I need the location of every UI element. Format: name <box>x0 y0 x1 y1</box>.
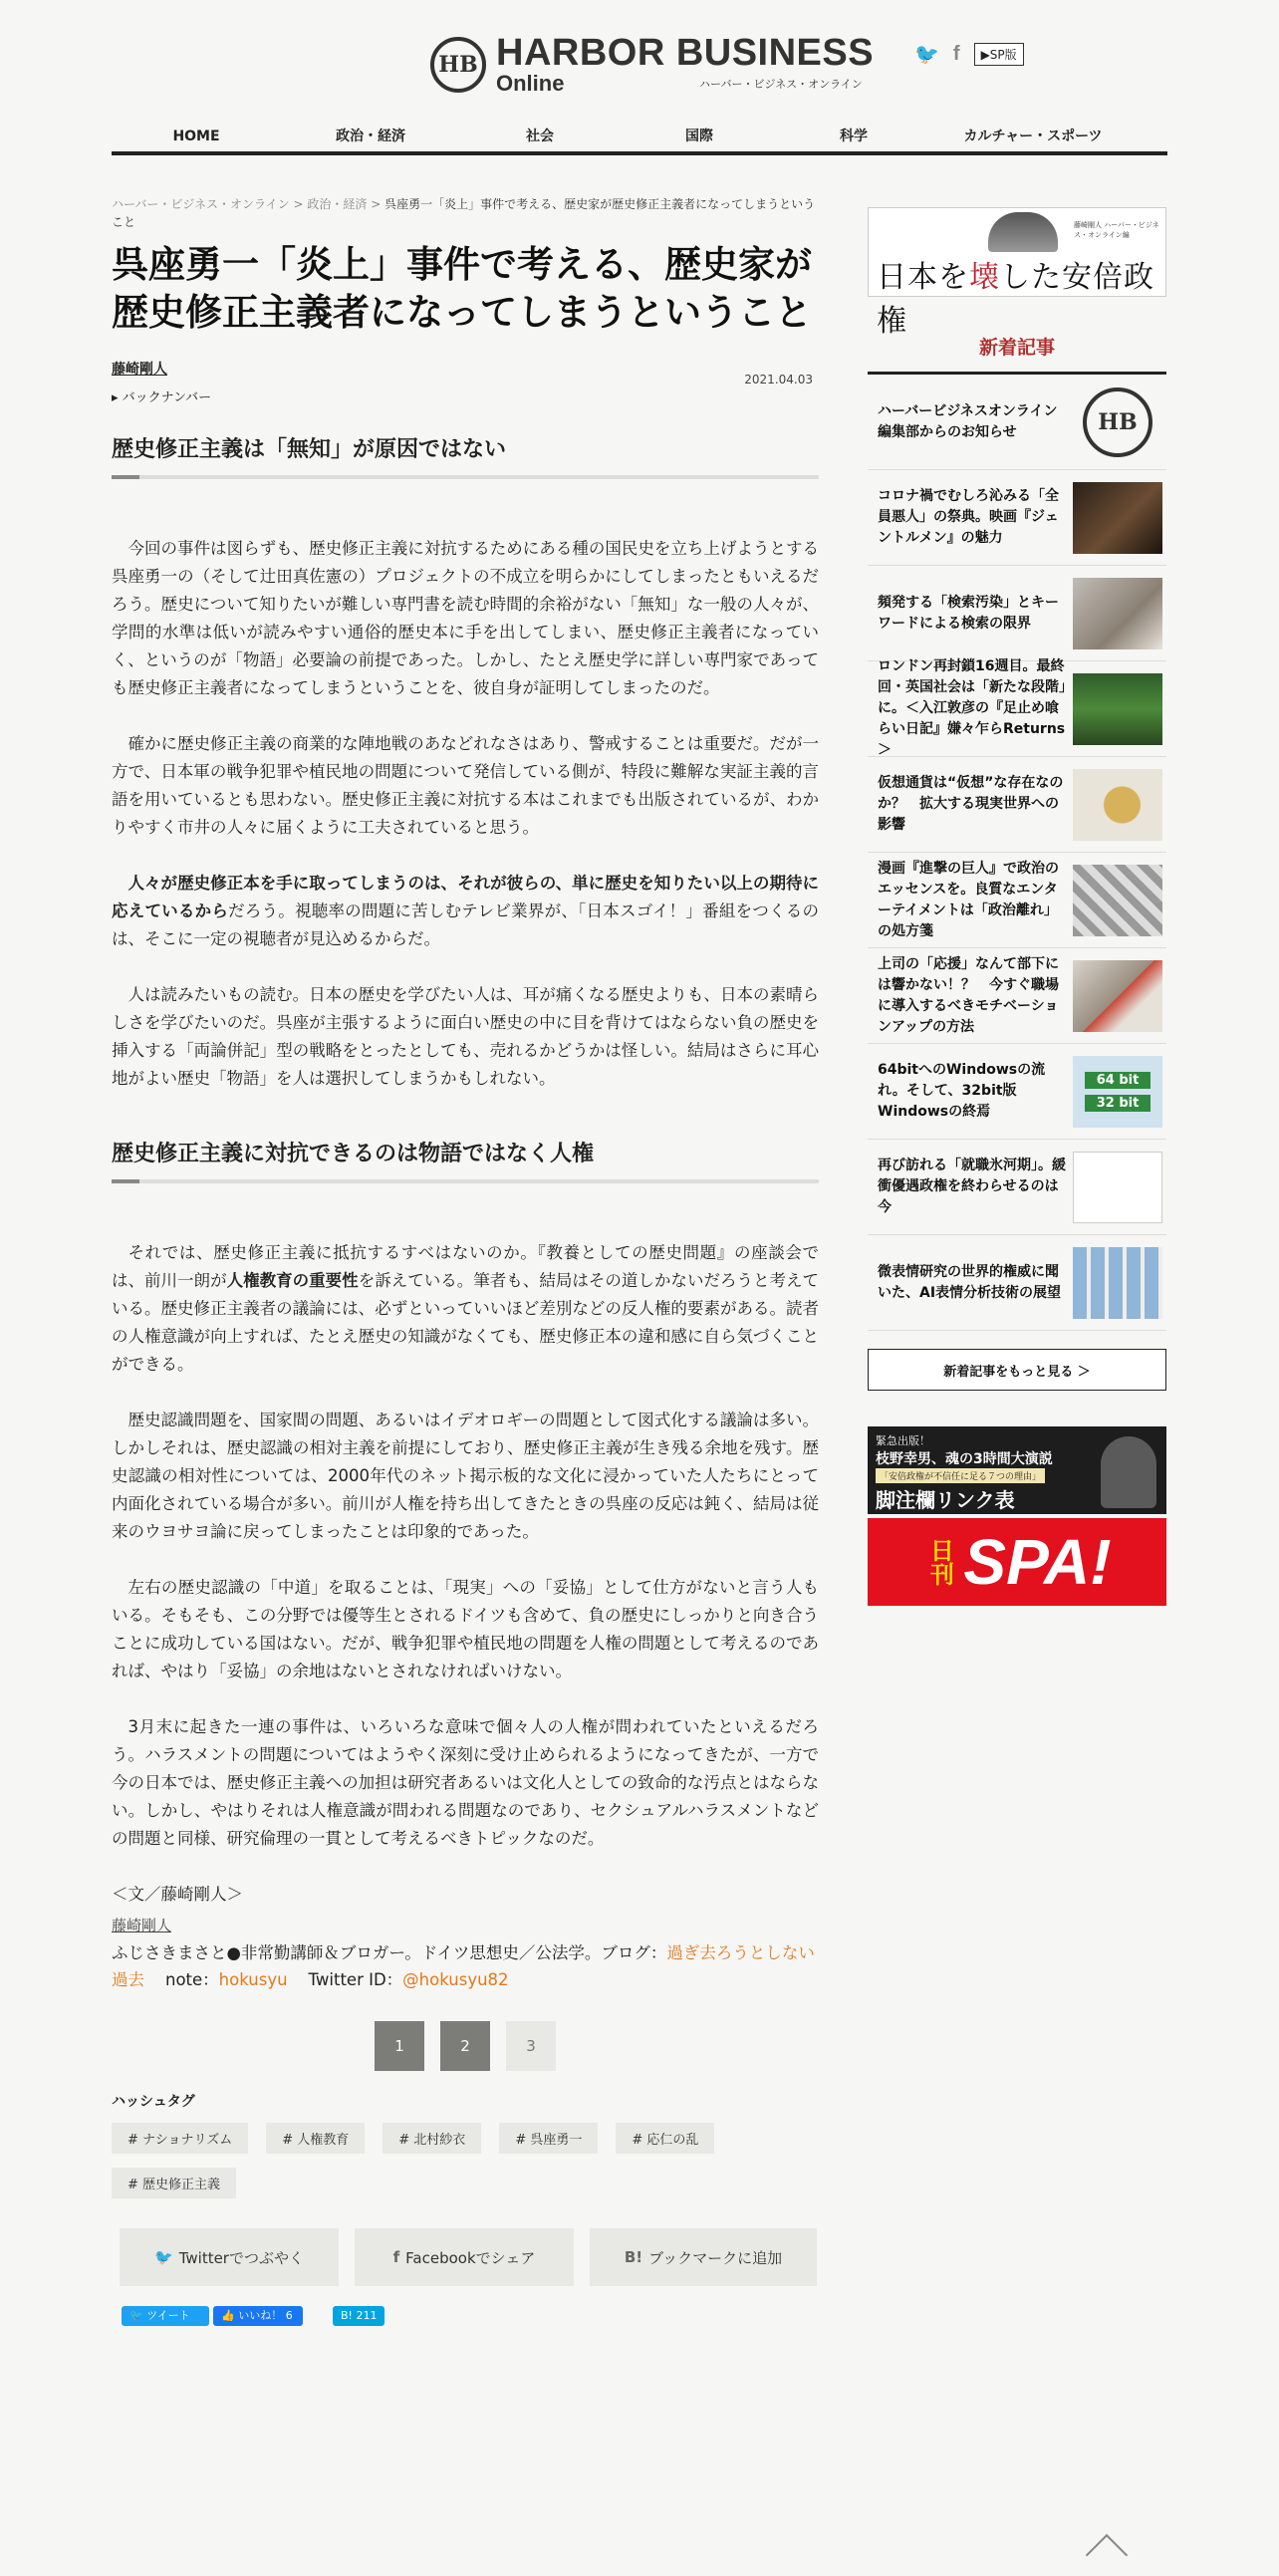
publish-date: 2021.04.03 <box>744 373 813 386</box>
paragraph-6: 歴史認識問題を、国家間の問題、あるいはイデオロギーの問題として図式化する議論は多い。しかしそれは、歴史認識の相対主義を前提にしており、歴史修正主義が生き残る余地を残す。歴史認識の相対性については、2000年代のネット掲示板的な文化に浸かっていた人たちにとって内面化されている場合が多い。前川が人権を持ち出してきたときの呉座の反応は鈍く、結局は従来のウヨサヨ論に戻ってしまったことは印象的であった。 <box>112 1411 819 1541</box>
paragraph-4: 人は読みたいもの読む。日本の歴史を学びたい人は、耳が痛くなる歴史よりも、日本の素晴らしさを学びたいのだ。呉座が主張するように面白い歴史の中に目を背けてはならない負の歴史を挿入する「両論併記」型の戦略をとったとしても、売れるかどうかは怪しい。結局はさらに耳心地がよい歴史「物語」を人は選択してしまうかもしれない。 <box>112 985 819 1088</box>
paragraph-3 <box>112 870 819 953</box>
news-title: 仮想通貨は“仮想”な存在なのか？ 拡大する現実世界への影響 <box>878 775 1064 833</box>
hb-logo-icon: HB <box>1083 387 1152 457</box>
banner-small-text: 藤崎剛人 ハーバー・ビジネス・オンライン編 <box>1074 221 1159 239</box>
bio-text: ふじさきまさと●非常勤講師＆ブロガー。ドイツ思想史／公法学。ブログ： <box>112 1943 667 1962</box>
hashtag-item[interactable]: # 応仁の乱 <box>616 2123 714 2154</box>
header-social <box>914 42 1024 66</box>
nav-international[interactable]: 国際 <box>685 129 713 144</box>
logo-main-text: HARBOR BUSINESS <box>496 32 875 74</box>
hashtag-item[interactable]: # 歴史修正主義 <box>112 2168 236 2198</box>
hatena-count: 211 <box>356 2309 378 2322</box>
banner-ed-portrait <box>1101 1436 1156 1508</box>
mini-share-row <box>122 2306 819 2326</box>
more-new-articles-button[interactable]: 新着記事をもっと見る ＞ <box>868 1349 1166 1391</box>
news-title: 再び訪れる「就職氷河期」。緩衝優遇政権を終わらせるのは今 <box>878 1158 1066 1215</box>
twitter-share-button[interactable] <box>120 2228 339 2286</box>
list-item[interactable] <box>868 1044 1166 1140</box>
list-item[interactable] <box>868 1140 1166 1235</box>
hashtag-item[interactable]: # 北村紗衣 <box>383 2123 481 2154</box>
banner-figure <box>988 212 1058 252</box>
facebook-share-label: Facebookでシェア <box>405 2248 536 2267</box>
thumb-64bit <box>1073 1056 1162 1128</box>
book-banner-abe[interactable] <box>868 207 1166 339</box>
spa-logo-text: SPA! <box>963 1526 1112 1598</box>
logo-mark: HB <box>430 37 486 93</box>
list-item[interactable] <box>868 948 1166 1044</box>
breadcrumb <box>112 195 819 231</box>
nav-politics[interactable]: 政治・経済 <box>336 129 405 144</box>
paragraph-5-b: を訴えている。筆者も、結局はその道しかないだろうと考えている。歴史修正主義者の議論には、必ずといっていいほど差別などの反人権的要素がある。読者の人権意識が向上すれば、たとえ歴史の知識がなくても、歴史修正本の違和感に自ら気づくことができる。 <box>112 1271 820 1374</box>
nav-home[interactable]: HOME <box>172 129 220 144</box>
sign-64bit: 64 bit <box>1085 1072 1151 1089</box>
author-bio <box>112 1913 819 1993</box>
paragraph-8: 3月末に起きた一連の事件は、いろいろな意味で個々人の人権が問われていたといえるだろう。ハラスメントの問題についてはようやく深刻に受け止められるようになってきたが、一方で今の日本では、歴史修正主義への加担は研究者あるいは文化人としての致命的な汚点とはならない。しかし、やはりそれは人権意識が問われる問題なのであり、セクシュアルハラスメントなどの問題と同様、研究倫理の一貫として考えるべきトピックなのだ。 <box>112 1717 819 1848</box>
nav-society[interactable]: 社会 <box>526 129 554 144</box>
like-mini-button[interactable] <box>213 2306 303 2326</box>
article-meta <box>112 359 819 405</box>
facebook-share-button[interactable] <box>355 2228 574 2286</box>
twitter-icon[interactable]: 🐦 <box>914 42 939 66</box>
list-item[interactable] <box>868 853 1166 948</box>
paragraph-5-emphasis: 人権教育の重要性 <box>226 1271 359 1290</box>
thumb-movie <box>1073 482 1162 554</box>
hashtag-list <box>112 2123 809 2198</box>
section-heading-2: 歴史修正主義に対抗できるのは物語ではなく人権 <box>112 1137 819 1183</box>
hatena-icon: B! <box>341 2309 357 2322</box>
share-buttons <box>120 2228 819 2286</box>
hatena-mini-button[interactable] <box>333 2306 384 2326</box>
sp-version-button[interactable]: ▶SP版 <box>974 43 1024 66</box>
twitter-icon: 🐦 <box>154 2248 173 2266</box>
nikkan-spa-banner[interactable] <box>868 1518 1166 1606</box>
thumb-search <box>1073 578 1162 649</box>
thumb-crypto <box>1073 769 1162 841</box>
hashtag-item[interactable]: # ナショナリズム <box>112 2123 248 2154</box>
news-title: ハーバービジネスオンライン編集部からのお知らせ <box>878 402 1058 440</box>
facebook-icon[interactable]: f <box>952 42 960 65</box>
bio-twitter-link[interactable]: @hokusyu82 <box>402 1970 509 1989</box>
author-link[interactable]: 藤崎剛人 <box>112 362 167 378</box>
news-title: コロナ禍でむしろ沁みる「全員悪人」の祭典。映画『ジェントルメン』の魅力 <box>878 488 1059 546</box>
list-item[interactable] <box>868 757 1166 853</box>
article-main <box>112 195 819 2326</box>
hatena-share-label: ブックマークに追加 <box>648 2248 783 2267</box>
banner-ed-line2: 枝野幸男、魂の3時間大演説 <box>876 1451 1053 1467</box>
back-to-top-icon[interactable] <box>1086 2534 1128 2576</box>
breadcrumb-home[interactable]: ハーバー・ビジネス・オンライン <box>112 197 290 211</box>
hatena-icon: B! <box>624 2248 643 2266</box>
section-heading-1: 歴史修正主義は「無知」が原因ではない <box>112 432 819 479</box>
paragraph-3-rest: だろう。視聴率の問題に苦しむテレビ業界が、「日本スゴイ！」番組をつくるのは、そこに一定の視聴者が見込めるからだ。 <box>112 902 819 948</box>
paragraph-1: 今回の事件は図らずも、歴史修正主義に対抗するためにある種の国民史を立ち上げようとする呉座勇一の（そして辻田真佐憲の）プロジェクトの不成立を明らかにしてしまったともいえるだろう。歴史について知りたいが難しい専門書を読む時間的余裕がない「無知」な一般の人々が、学問的水準は低いが読みやすい通俗的歴史本に手を出してしまい、歴史修正主義者になっていく、というのが「物語」必要論の前提であった。しかし、たとえ歴史学に詳しい専門家であっても歴史修正主義者になってしまうということを、彼自身が証明してしまったのだ。 <box>112 539 820 697</box>
article-title: 呉座勇一「炎上」事件で考える、歴史家が歴史修正主義者になってしまうということ <box>112 243 812 334</box>
thumb-manga <box>1073 865 1162 936</box>
bio-note-link[interactable]: hokusyu <box>218 1970 288 1989</box>
list-item[interactable] <box>868 566 1166 661</box>
like-mini-label: いいね！ 6 <box>238 2309 293 2322</box>
banner-ed-line3: 「安倍政権が不信任に足る７つの理由」 <box>876 1468 1045 1483</box>
article-signature: ＜文／藤崎剛人＞ <box>112 1885 243 1904</box>
banner-ed-line1: 緊急出版！ <box>876 1434 930 1447</box>
new-articles-heading: 新着記事 <box>868 333 1166 375</box>
hashtag-item[interactable]: # 人権教育 <box>266 2123 365 2154</box>
news-title: 64bitへのWindowsの流れ。そして、32bit版Windowsの終焉 <box>878 1062 1046 1120</box>
list-item[interactable] <box>868 470 1166 566</box>
logo-sub-text: Online <box>496 71 565 96</box>
paragraph-3-emphasis: 人々が歴史修正本を手に取ってしまうのは、それが彼らの、単に歴史を知りたい以上の期待に応えているから <box>112 874 819 920</box>
list-item[interactable] <box>868 1235 1166 1331</box>
nav-science[interactable]: 科学 <box>840 129 868 144</box>
pagination <box>112 2021 819 2071</box>
logo-japanese: ハーバー・ビジネス・オンライン <box>699 78 863 91</box>
thumb-faces <box>1073 1247 1162 1319</box>
tweet-mini-button[interactable] <box>122 2306 209 2326</box>
breadcrumb-sep: > <box>367 197 385 211</box>
bio-name-link[interactable]: 藤崎剛人 <box>112 1917 172 1934</box>
twitter-share-label: Twitterでつぶやく <box>178 2248 304 2267</box>
tweet-mini-label: ツイート <box>146 2309 190 2322</box>
twitter-icon: 🐦 <box>129 2309 147 2322</box>
back-number-link[interactable]: ▸ バックナンバー <box>112 390 212 405</box>
page-1-button[interactable]: 1 <box>375 2021 424 2071</box>
hashtag-item[interactable]: # 呉座勇一 <box>499 2123 598 2154</box>
paragraph-2: 確かに歴史修正主義の商業的な陣地戦のあなどれなさはあり、警戒することは重要だ。だが一方で、日本軍の戦争犯罪や植民地の問題について発信している側が、特段に難解な実証主義的言語を用いているとも思わない。歴史修正主義に対抗する本はこれまでも出版されているが、わかりやすく市井の人々に届くように工夫されていると思う。 <box>112 734 819 837</box>
list-item[interactable] <box>868 658 1166 758</box>
hatena-bookmark-button[interactable] <box>590 2228 817 2286</box>
thumbs-up-icon: 👍 <box>221 2309 239 2322</box>
paragraph-5 <box>112 1239 819 1379</box>
news-title: 上司の「応援」なんて部下には響かない！？ 今すぐ職場に導入するべきモチベーションアップの方法 <box>878 955 1059 1035</box>
thumb-employment <box>1073 1152 1162 1223</box>
nav-culture[interactable]: カルチャー・スポーツ <box>963 129 1103 144</box>
breadcrumb-category[interactable]: 政治・経済 <box>307 197 368 211</box>
thumb-london <box>1073 673 1162 745</box>
banner-title-emphasis: 壊 <box>969 260 1000 295</box>
thumb-office <box>1073 960 1162 1032</box>
banner-ed-line4: 脚注欄リンク表 <box>876 1488 1015 1512</box>
sign-32bit: 32 bit <box>1085 1095 1151 1112</box>
breadcrumb-current: 呉座勇一「炎上」事件で考える、歴史家が歴史修正主義者になってしまうということ <box>112 197 816 229</box>
spa-nikkan-text: 日刊 <box>925 1538 954 1586</box>
sidebar <box>868 207 1166 1606</box>
bio-twitter-label: Twitter ID： <box>308 1970 403 1989</box>
news-title: ロンドン再封鎖16週目。最終回・英国社会は「新たな段階」に。＜入江敦彦の『足止め喰らい日記』嫌々乍らReturns＞ <box>878 658 1066 758</box>
paragraph-5-a: それでは、歴史修正主義に抵抗するすべはないのか。『教養としての歴史問題』の座談会では、前川一朗が <box>112 1243 819 1290</box>
page-3-button[interactable]: 3 <box>506 2021 556 2071</box>
banner-title: 日本を壊した安倍政権 <box>877 260 1154 339</box>
bio-blog-link[interactable]: 過ぎ去ろうとしない過去 <box>112 1943 815 1989</box>
thumb-hb-logo <box>1073 386 1162 458</box>
new-articles-list <box>868 375 1166 1331</box>
list-item[interactable] <box>868 375 1166 470</box>
page-2-button[interactable]: 2 <box>440 2021 490 2071</box>
breadcrumb-sep: > <box>289 197 308 211</box>
global-nav <box>112 118 1167 155</box>
news-title: 微表情研究の世界的権威に聞いた、AI表情分析技術の展望 <box>878 1263 1062 1301</box>
book-banner-edano[interactable] <box>868 1426 1166 1514</box>
hashtags-title: ハッシュタグ <box>112 2094 195 2110</box>
news-title: 漫画『進撃の巨人』で政治のエッセンスを。良質なエンターテイメントは「政治離れ」の処方箋 <box>878 860 1059 939</box>
facebook-icon: f <box>392 2248 400 2266</box>
news-title: 頻発する「検索汚染」とキーワードによる検索の限界 <box>878 594 1059 632</box>
paragraph-7: 左右の歴史認識の「中道」を取ることは、「現実」への「妥協」として仕方がないと言う人もいる。そもそも、この分野では優等生とされるドイツも含めて、負の歴史にしっかりと向き合うことに成功している国はない。だが、戦争犯罪や植民地の問題を人権の問題として考えるのであれば、やはり「妥協」の余地はないとされなければいけない。 <box>112 1578 819 1680</box>
bio-note-label: note： <box>164 1970 219 1989</box>
